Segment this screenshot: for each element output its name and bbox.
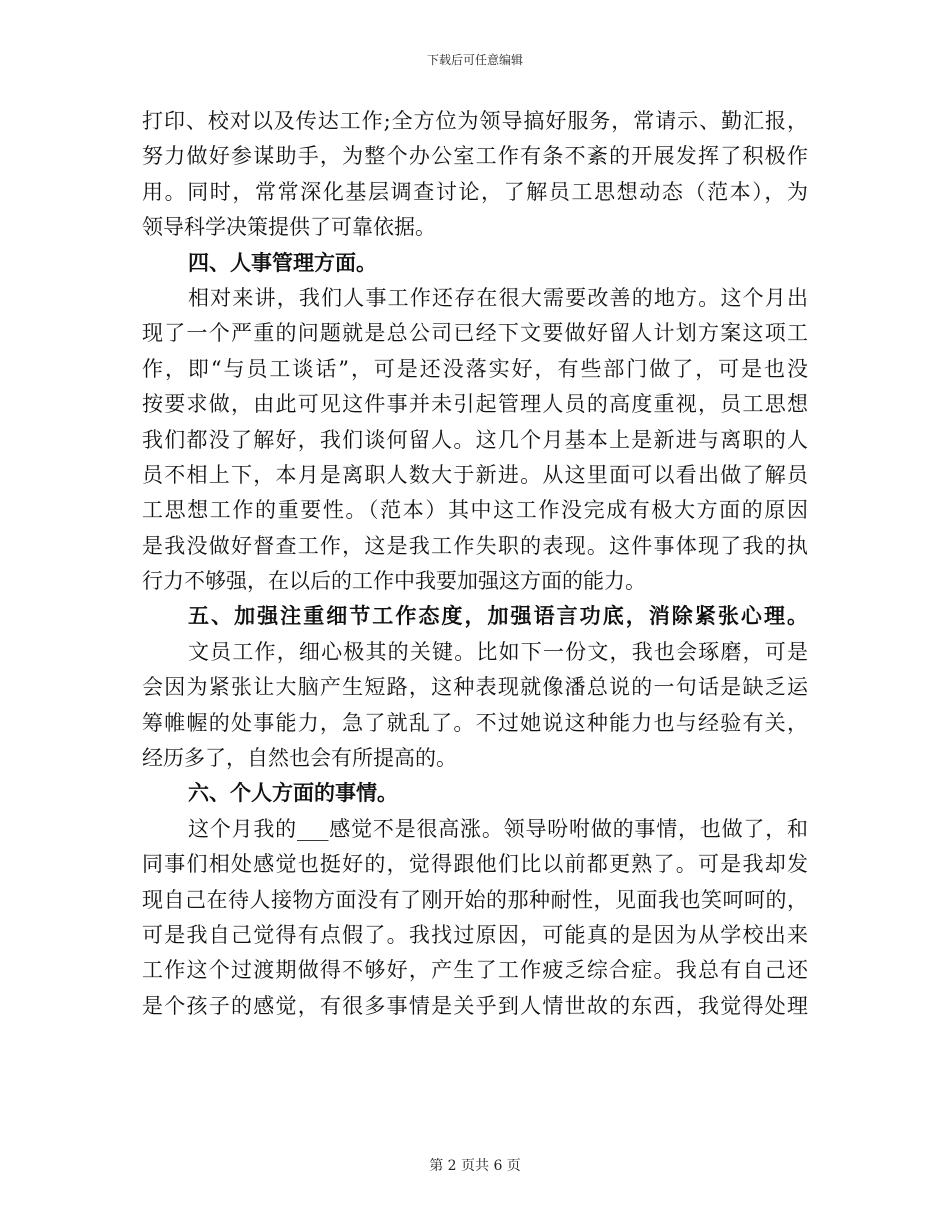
text-line: 行力不够强，在以后的工作中我要加强这方面的能力。 — [142, 569, 646, 594]
text-line: 文员工作，细心极其的关键。比如下一份文，我也会琢磨，可是 — [188, 639, 808, 664]
section-heading: 六、个人方面的事情。 — [188, 781, 398, 806]
section-heading: 四、人事管理方面。 — [188, 250, 377, 275]
text-line: 经历多了，自然也会有所提高的。 — [142, 746, 457, 771]
text-line: 可是我自己觉得有点假了。我找过原因，可能真的是因为从学校出来 — [142, 922, 808, 947]
text-line: 工作这个过渡期做得不够好，产生了工作疲乏综合症。我总有自己还 — [142, 958, 808, 983]
section-heading: 五、加强注重细节工作态度，加强语言功底，消除紧张心理。 — [188, 604, 808, 629]
text-line: 现了一个严重的问题就是总公司已经下文要做好留人计划方案这项工 — [142, 321, 808, 346]
text-line: 打印、校对以及传达工作;全方位为领导搞好服务，常请示、勤汇报， — [142, 109, 808, 133]
text-line: 用。同时，常常深化基层调查讨论，了解员工思想动态（范本），为 — [142, 179, 808, 204]
text-line: 按要求做，由此可见这件事并未引起管理人员的高度重视，员工思想 — [142, 392, 808, 417]
text-line: 相对来讲，我们人事工作还存在很大需要改善的地方。这个月出 — [188, 285, 808, 310]
text-line: 现自己在待人接物方面没有了刚开始的那种耐性，见面我也笑呵呵的， — [142, 887, 808, 912]
page-header: 下载后可任意编辑 — [426, 53, 523, 67]
text-line: 员不相上下，本月是离职人数大于新进。从这里面可以看出做了解员 — [142, 462, 808, 487]
text-line: 同事们相处感觉也挺好的，觉得跟他们比以前都更熟了。可是我却发 — [142, 852, 808, 877]
text-line: 这个月我的___感觉不是很高涨。领导吩咐做的事情，也做了，和 — [188, 816, 808, 841]
text-line: 筹帷幄的处事能力，急了就乱了。不过她说这种能力也与经验有关， — [142, 710, 808, 735]
text-line: 领导科学决策提供了可靠依据。 — [142, 215, 436, 240]
text-line: 工思想工作的重要性。（范本）其中这工作没完成有极大方面的原因 — [142, 498, 808, 523]
text-line: 是个孩子的感觉，有很多事情是关乎到人情世故的东西，我觉得处理 — [142, 993, 808, 1018]
text-line: 努力做好参谋助手，为整个办公室工作有条不紊的开展发挥了积极作 — [142, 144, 808, 169]
text-line: 会因为紧张让大脑产生短路，这种表现就像潘总说的一句话是缺乏运 — [142, 675, 808, 700]
page-footer: 第 2 页共 6 页 — [429, 1158, 521, 1174]
document-body — [142, 104, 808, 1024]
text-line: 作，即“与员工谈话”，可是还没落实好，有些部门做了，可是也没 — [142, 356, 808, 381]
text-line: 是我没做好督查工作，这是我工作失职的表现。这件事体现了我的执 — [142, 533, 808, 558]
text-line: 我们都没了解好，我们谈何留人。这几个月基本上是新进与离职的人 — [142, 427, 808, 452]
